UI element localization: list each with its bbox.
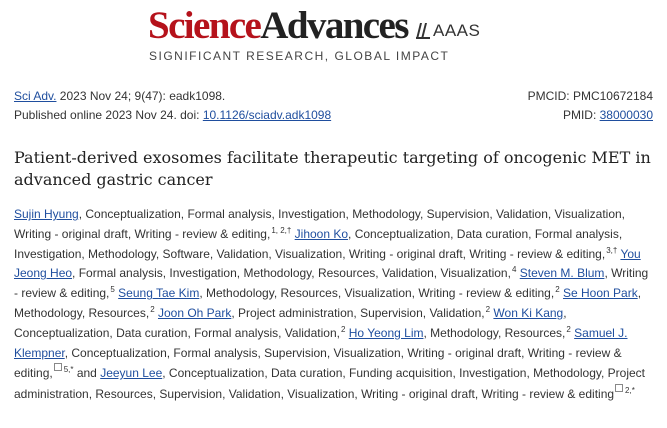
logo-advances-text: Advances <box>260 4 408 47</box>
affiliation-superscript[interactable]: 2 <box>566 324 571 334</box>
author-name-link[interactable]: Won Ki Kang <box>493 305 564 320</box>
citation-date-volume: 2023 Nov 24; 9(47): eadk1098. <box>56 89 226 103</box>
aaas-logo[interactable] <box>416 21 480 41</box>
citation-left <box>14 87 331 125</box>
author-roles: , Conceptualization, Data curation, Formal analysis, Investigation, Methodology, Software, Validation, Visualization, Writing - original draft, Writing - review & editing, <box>14 226 623 261</box>
author-roles: , Conceptualization, Formal analysis, Supervision, Visualization, Writing - original draft, Writing - review & editing, <box>14 345 622 381</box>
author-name-link[interactable]: Se Hoon Park <box>562 286 638 301</box>
aaas-mark-icon <box>416 23 430 39</box>
author-separator: and <box>73 366 101 381</box>
author-roles: , Writing - review & editing, <box>14 266 649 301</box>
author-name-link[interactable]: Sujin Hyung <box>14 207 79 221</box>
journal-masthead <box>0 0 667 75</box>
author-name-link[interactable]: Seung Tae Kim <box>118 286 200 301</box>
affiliation-superscript[interactable]: 3,† <box>606 245 618 255</box>
author-roles: , Conceptualization, Data curation, Formal analysis, Validation, <box>14 305 567 340</box>
citation-line-1 <box>14 87 331 106</box>
author-roles: , Methodology, Resources, <box>423 325 566 340</box>
affiliation-superscript[interactable]: 2 <box>340 324 346 334</box>
affiliation-superscript[interactable]: 2,* <box>625 386 635 396</box>
pmid-link[interactable]: 38000030 <box>599 108 653 122</box>
author-roles: , Project administration, Supervision, Validation, <box>231 305 485 320</box>
author-roles: , Conceptualization, Formal analysis, Investigation, Methodology, Supervision, Validation, Visualization, Writing - original draft, Writing - review & editing, <box>14 207 626 241</box>
author-entry <box>158 306 493 320</box>
author-name-link[interactable]: Jeeyun Lee <box>100 366 163 381</box>
affiliation-superscript[interactable]: 2 <box>485 304 491 314</box>
author-entry <box>118 286 563 300</box>
affiliation-superscript[interactable]: 1, 2,† <box>271 225 292 235</box>
citation-right <box>528 87 653 125</box>
author-name-link[interactable]: Samuel J. Klempner <box>14 325 628 360</box>
affiliation-superscript[interactable]: 4 <box>511 265 517 275</box>
email-icon[interactable] <box>615 384 623 392</box>
author-roles: , Methodology, Resources, <box>14 286 642 320</box>
author-roles: , Conceptualization, Data curation, Funding acquisition, Investigation, Methodology, Project administration, Resources, Supervision, Validation, Visualization, Writing - original draft, Writing - review & editing <box>14 366 645 402</box>
pmid-line <box>528 106 653 125</box>
science-advances-logo[interactable] <box>148 2 408 50</box>
author-name-link[interactable]: Steven M. Blum <box>519 266 605 281</box>
author-list <box>14 205 653 405</box>
author-entry <box>14 366 645 401</box>
affiliation-superscript[interactable]: 5 <box>110 285 115 295</box>
affiliation-superscript[interactable]: 5,* <box>63 365 74 375</box>
author-name-link[interactable]: Ho Yeong Lim <box>348 325 424 340</box>
logo-science-text: Science <box>148 4 261 47</box>
email-icon[interactable] <box>54 363 62 371</box>
citation-line-2 <box>14 106 331 125</box>
affiliation-superscript[interactable]: 2 <box>555 285 560 295</box>
author-name-link[interactable]: You Jeong Heo <box>14 246 641 281</box>
author-entry <box>349 326 574 340</box>
author-name-link[interactable]: Joon Oh Park <box>157 305 232 320</box>
author-roles: , Methodology, Resources, Visualization, Writing - review & editing, <box>199 286 555 301</box>
affiliation-superscript[interactable]: 2 <box>150 304 155 314</box>
published-prefix: Published online 2023 Nov 24. doi: <box>14 108 203 122</box>
doi-link[interactable]: 10.1126/sciadv.adk1098 <box>202 108 332 122</box>
pmcid: PMCID: PMC10672184 <box>527 89 653 103</box>
tagline: SIGNIFICANT RESEARCH, GLOBAL IMPACT <box>149 49 450 63</box>
article-title: Patient-derived exosomes facilitate therapeutic targeting of oncogenic MET in advanced gastric cancer <box>14 148 651 189</box>
citation-block <box>14 75 653 122</box>
journal-link[interactable]: Sci Adv. <box>14 89 57 103</box>
author-roles: , Formal analysis, Investigation, Methodology, Resources, Validation, Visualization, <box>72 266 511 281</box>
pmid-label: PMID: <box>562 108 600 122</box>
aaas-text: AAAS <box>433 21 481 40</box>
author-name-link[interactable]: Jihoon Ko <box>294 226 349 241</box>
